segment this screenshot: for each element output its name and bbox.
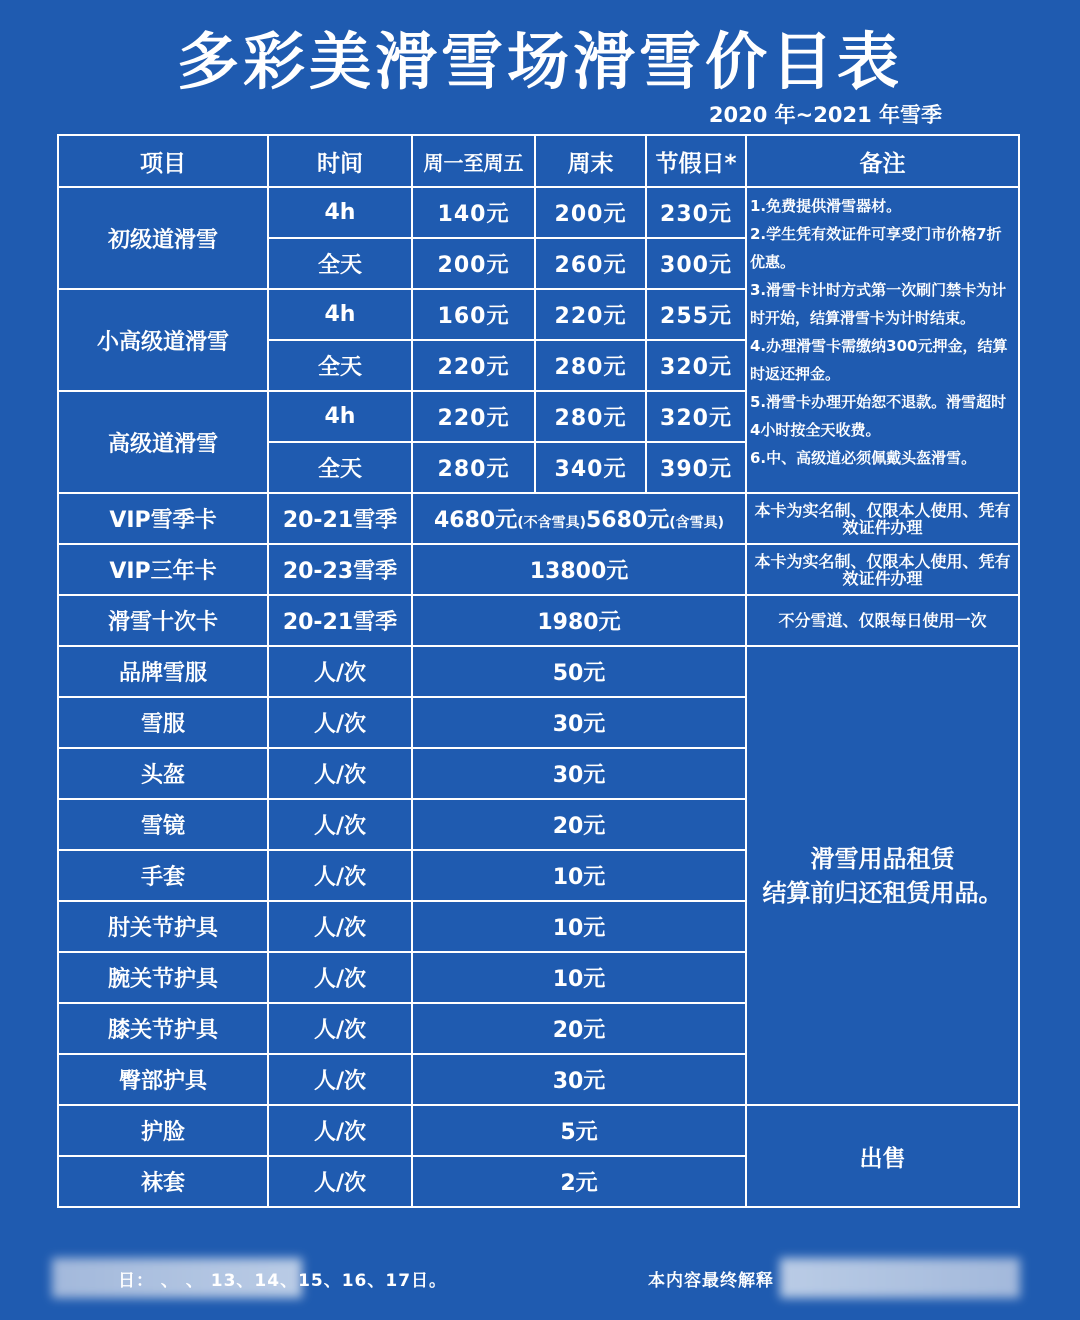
time-cell: 4h (268, 289, 412, 340)
note-item: 1.免费提供滑雪器材。 (750, 197, 902, 215)
sale-unit: 人/次 (268, 1156, 412, 1207)
rental-unit: 人/次 (268, 748, 412, 799)
table-row (58, 646, 1019, 697)
sale-name: 护脸 (58, 1105, 268, 1156)
time-cell: 全天 (268, 238, 412, 289)
weekday-price: 280元 (412, 442, 535, 493)
rental-name: 品牌雪服 (58, 646, 268, 697)
note-item: 3.滑雪卡计时方式第一次刷门禁卡为计时开始，结算滑雪卡为计时结束。 (750, 281, 1007, 327)
weekday-price: 160元 (412, 289, 535, 340)
note-item: 2.学生凭有效证件可享受门市价格7折优惠。 (750, 225, 1002, 271)
card-price-a-note: (不含雪具) (517, 515, 586, 531)
card-note: 不分雪道、仅限每日使用一次 (746, 595, 1019, 646)
rental-unit: 人/次 (268, 952, 412, 1003)
table-row (58, 1105, 1019, 1156)
time-cell: 全天 (268, 340, 412, 391)
card-name: VIP三年卡 (58, 544, 268, 595)
weekday-price: 200元 (412, 238, 535, 289)
price-table (57, 134, 1020, 1208)
weekday-price: 220元 (412, 391, 535, 442)
col-header-holiday: 节假日* (646, 135, 746, 187)
sale-name: 袜套 (58, 1156, 268, 1207)
disclaimer-text: 本内容最终解释 (648, 1271, 774, 1291)
slope-name: 高级道滑雪 (58, 391, 268, 493)
slope-name: 初级道滑雪 (58, 187, 268, 289)
rental-price: 10元 (412, 952, 746, 1003)
slope-name: 小高级道滑雪 (58, 289, 268, 391)
holiday-price: 255元 (646, 289, 746, 340)
card-time: 20-21雪季 (268, 493, 412, 544)
weekday-price: 220元 (412, 340, 535, 391)
notes-cell (746, 187, 1019, 493)
rental-price: 20元 (412, 1003, 746, 1054)
table-row (58, 493, 1019, 544)
table-row (58, 544, 1019, 595)
holiday-price: 390元 (646, 442, 746, 493)
sale-price: 2元 (412, 1156, 746, 1207)
time-cell: 全天 (268, 442, 412, 493)
rental-price: 20元 (412, 799, 746, 850)
card-price-b-note: (含雪具) (669, 515, 725, 531)
table-row (58, 187, 1019, 238)
card-time: 20-23雪季 (268, 544, 412, 595)
card-note: 本卡为实名制、仅限本人使用、凭有效证件办理 (746, 544, 1019, 595)
sale-price: 5元 (412, 1105, 746, 1156)
rental-price: 30元 (412, 748, 746, 799)
weekend-price: 260元 (535, 238, 646, 289)
card-price: 13800元 (412, 544, 746, 595)
card-name: 滑雪十次卡 (58, 595, 268, 646)
rental-unit: 人/次 (268, 799, 412, 850)
holiday-dates-text: 日： 、 、 13、14、15、16、17日。 (118, 1271, 448, 1291)
rental-name: 手套 (58, 850, 268, 901)
rental-note-line2: 结算前归还租赁用品。 (762, 878, 1003, 907)
rental-note-line1: 滑雪用品租赁 (810, 844, 955, 873)
col-header-time: 时间 (268, 135, 412, 187)
weekend-price: 280元 (535, 340, 646, 391)
card-price-a: 4680元 (433, 508, 518, 533)
rental-unit: 人/次 (268, 1003, 412, 1054)
rental-unit: 人/次 (268, 697, 412, 748)
holiday-price: 320元 (646, 340, 746, 391)
card-price-b: 5680元 (586, 508, 670, 533)
card-time: 20-21雪季 (268, 595, 412, 646)
card-price (412, 493, 746, 544)
col-header-item: 项目 (58, 135, 268, 187)
holiday-price: 230元 (646, 187, 746, 238)
rental-unit: 人/次 (268, 850, 412, 901)
sale-unit: 人/次 (268, 1105, 412, 1156)
table-header-row (58, 135, 1019, 187)
note-item: 6.中、高级道必须佩戴头盔滑雪。 (750, 449, 977, 467)
note-item: 5.滑雪卡办理开始恕不退款。滑雪超时4小时按全天收费。 (750, 393, 1007, 439)
footer (0, 1256, 1080, 1306)
rental-name: 膝关节护具 (58, 1003, 268, 1054)
rental-price: 50元 (412, 646, 746, 697)
rental-price: 10元 (412, 850, 746, 901)
holiday-price: 300元 (646, 238, 746, 289)
holiday-price: 320元 (646, 391, 746, 442)
rental-note (746, 646, 1019, 1105)
rental-price: 30元 (412, 697, 746, 748)
weekend-price: 220元 (535, 289, 646, 340)
note-item: 4.办理滑雪卡需缴纳300元押金，结算时返还押金。 (750, 337, 1008, 383)
col-header-weekend: 周末 (535, 135, 646, 187)
rental-price: 30元 (412, 1054, 746, 1105)
page-title: 多彩美滑雪场滑雪价目表 (176, 25, 903, 98)
rental-unit: 人/次 (268, 646, 412, 697)
weekend-price: 200元 (535, 187, 646, 238)
sales-note: 出售 (746, 1105, 1019, 1207)
season-label: 2020 年~2021 年雪季 (708, 103, 942, 127)
card-name: VIP雪季卡 (58, 493, 268, 544)
weekend-price: 280元 (535, 391, 646, 442)
footer-blur-right (780, 1258, 1020, 1298)
table-row (58, 595, 1019, 646)
rental-unit: 人/次 (268, 1054, 412, 1105)
rental-name: 肘关节护具 (58, 901, 268, 952)
card-note: 本卡为实名制、仅限本人使用、凭有效证件办理 (746, 493, 1019, 544)
time-cell: 4h (268, 391, 412, 442)
time-cell: 4h (268, 187, 412, 238)
col-header-weekday: 周一至周五 (412, 135, 535, 187)
rental-name: 雪镜 (58, 799, 268, 850)
rental-name: 头盔 (58, 748, 268, 799)
rental-name: 腕关节护具 (58, 952, 268, 1003)
rental-price: 10元 (412, 901, 746, 952)
rental-name: 臀部护具 (58, 1054, 268, 1105)
weekday-price: 140元 (412, 187, 535, 238)
rental-unit: 人/次 (268, 901, 412, 952)
rental-name: 雪服 (58, 697, 268, 748)
card-price: 1980元 (412, 595, 746, 646)
col-header-notes: 备注 (746, 135, 1019, 187)
weekend-price: 340元 (535, 442, 646, 493)
